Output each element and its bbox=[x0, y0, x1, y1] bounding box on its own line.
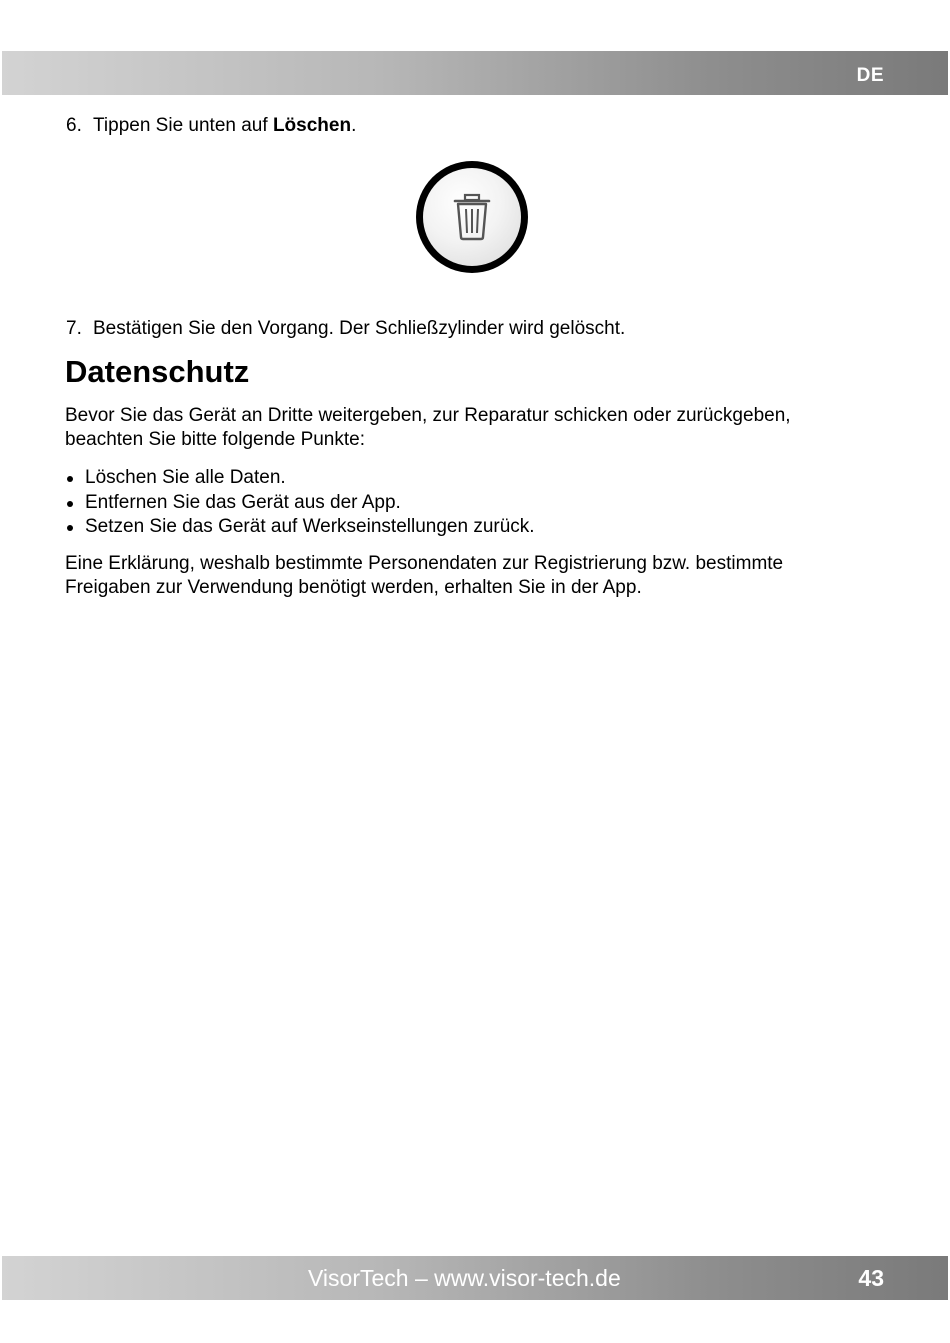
bullet-list bbox=[65, 466, 535, 540]
trash-icon bbox=[452, 193, 492, 241]
bullet-icon bbox=[67, 476, 73, 482]
step-6 bbox=[66, 114, 356, 138]
delete-button[interactable] bbox=[416, 161, 528, 273]
intro-paragraph: Bevor Sie das Gerät an Dritte weitergeben, zur Reparatur schicken oder zurückgeben, beachten Sie bitte folgende Punkte: bbox=[65, 405, 791, 450]
step-number: 7. bbox=[66, 318, 82, 339]
closing-paragraph: Eine Erklärung, weshalb bestimmte Personendaten zur Registrierung bzw. bestimmte Freigaben zur Verwendung benötigt werden, erhalten Sie in der App. bbox=[65, 553, 784, 598]
list-item-text: Entfernen Sie das Gerät aus der App. bbox=[85, 491, 401, 513]
bullet-icon bbox=[67, 501, 73, 507]
header-band bbox=[2, 51, 948, 95]
footer-band bbox=[2, 1256, 948, 1300]
list-item-text: Löschen Sie alle Daten. bbox=[85, 467, 286, 488]
bullet-icon bbox=[67, 525, 73, 531]
step-number: 6. bbox=[66, 115, 82, 136]
list-item bbox=[65, 491, 535, 516]
step-text-end: . bbox=[351, 115, 357, 136]
list-item-text: Setzen Sie das Gerät auf Werkseinstellungen zurück. bbox=[85, 516, 535, 537]
section-title: Datenschutz bbox=[65, 354, 250, 389]
step-7 bbox=[66, 317, 625, 341]
step-text: Bestätigen Sie den Vorgang. Der Schließzylinder wird gelöscht. bbox=[93, 318, 626, 339]
step-emphasis: Löschen bbox=[272, 115, 352, 136]
list-item bbox=[65, 466, 535, 491]
list-item bbox=[65, 515, 535, 540]
footer-text: VisorTech – www.visor-tech.de bbox=[308, 1265, 621, 1291]
step-text: Tippen Sie unten auf bbox=[93, 115, 273, 136]
delete-button-face bbox=[423, 168, 521, 266]
language-tag: DE bbox=[856, 65, 884, 86]
page-number: 43 bbox=[858, 1265, 884, 1291]
